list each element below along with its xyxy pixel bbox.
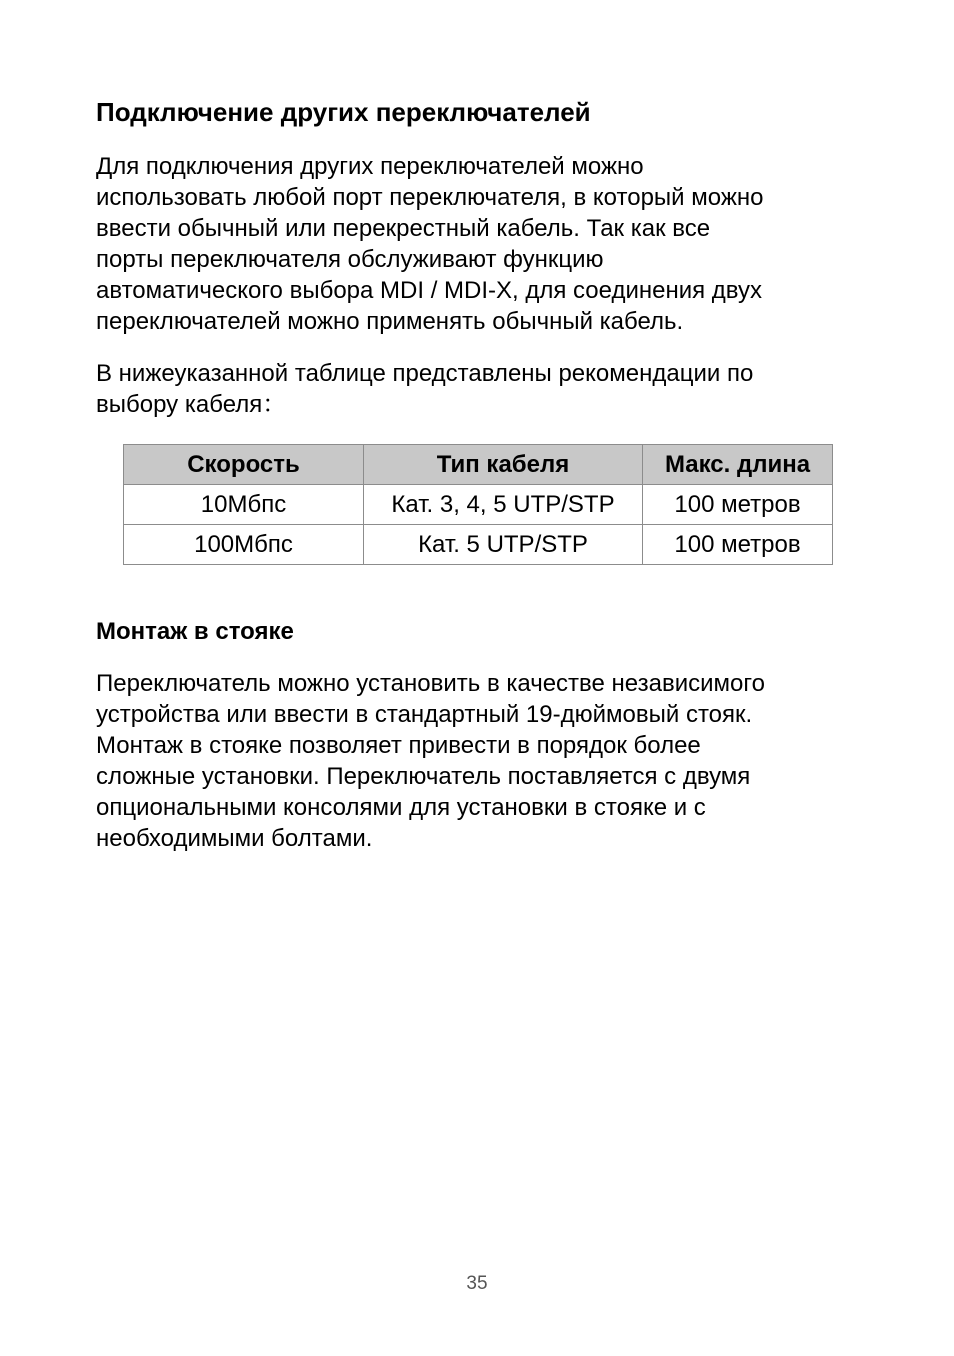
paragraph-line: порты переключателя обслуживают функцию: [96, 246, 604, 273]
paragraph-line: использовать любой порт переключателя, в который можно: [96, 184, 764, 211]
section-title-rack-mounting: Монтаж в стояке: [96, 618, 294, 645]
paragraph-line: устройства или ввести в стандартный 19-дюймовый стояк.: [96, 701, 753, 728]
paragraph-line: Монтаж в стояке позволяет привести в порядок более: [96, 732, 701, 759]
paragraph-line: ввести обычный или перекрестный кабель. Так как все: [96, 215, 711, 242]
paragraph-line: Для подключения других переключателей можно: [96, 153, 644, 180]
rack-mounting-paragraph: [96, 668, 856, 854]
connecting-switches-paragraph: [96, 151, 856, 337]
cell-cable-type: Кат. 3, 4, 5 UTP/STP: [364, 485, 643, 525]
cell-max-length: 100 метров: [643, 485, 833, 525]
paragraph-line: опциональными консолями для установки в стояке и с: [96, 794, 706, 821]
paragraph-line: переключателей можно применять обычный кабель.: [96, 308, 684, 335]
cable-recommendation-table: [123, 444, 833, 565]
header-speed: Скорость: [124, 445, 364, 485]
paragraph-line: выбору кабеля：: [96, 391, 287, 418]
table-intro-paragraph: [96, 358, 856, 420]
paragraph-line: сложные установки. Переключатель поставляется с двумя: [96, 763, 751, 790]
cell-speed: 100Мбпс: [124, 525, 364, 565]
cell-max-length: 100 метров: [643, 525, 833, 565]
paragraph-line: автоматического выбора MDI / MDI-X, для соединения двух: [96, 277, 763, 304]
paragraph-line: Переключатель можно установить в качестве независимого: [96, 670, 765, 697]
cell-cable-type: Кат. 5 UTP/STP: [364, 525, 643, 565]
table-row: [124, 485, 833, 525]
paragraph-line: необходимыми болтами.: [96, 825, 373, 852]
cell-speed: 10Мбпс: [124, 485, 364, 525]
table-row: [124, 525, 833, 565]
paragraph-line: В нижеуказанной таблице представлены рекомендации по: [96, 360, 754, 387]
page-number: 35: [466, 1273, 488, 1294]
header-cable-type: Тип кабеля: [364, 445, 643, 485]
table-header-row: [124, 445, 833, 485]
section-title-connecting-switches: Подключение других переключателей: [96, 97, 591, 127]
header-max-length: Макс. длина: [643, 445, 833, 485]
